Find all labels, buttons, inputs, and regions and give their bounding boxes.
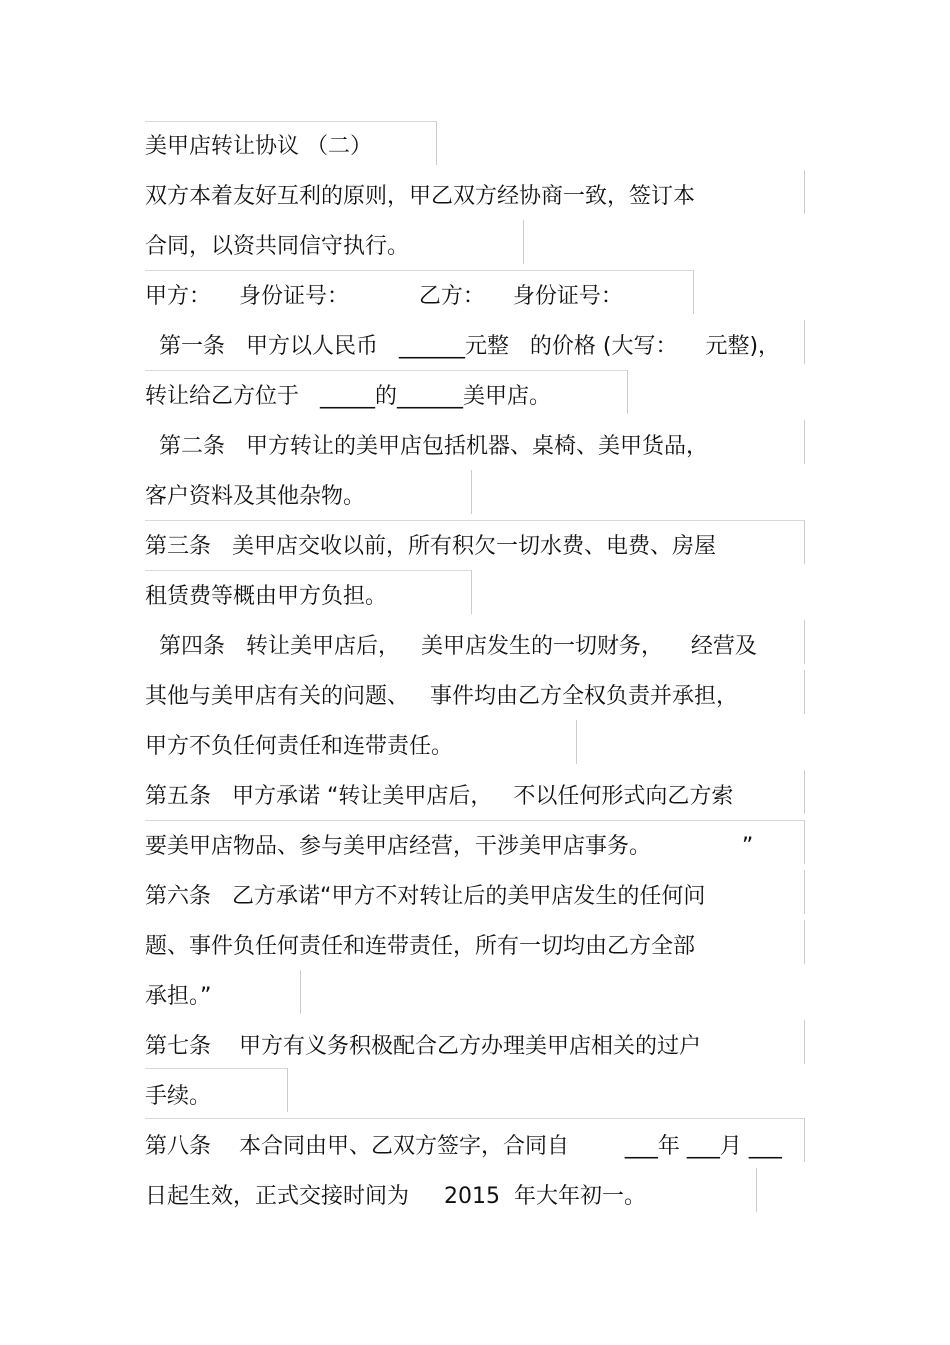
separator-line <box>804 1020 805 1064</box>
separator-line <box>145 270 693 271</box>
article-5-line-1: 第五条 甲方承诺 “转让美甲店后， 不以任何形式向乙方索 <box>145 784 734 809</box>
separator-line <box>693 270 694 314</box>
article-2-line-1: 第二条 甲方转让的美甲店包括机器、桌椅、美甲货品， <box>145 434 708 459</box>
article-5-line-2: 要美甲店物品、参与美甲店经营，干涉美甲店事务。 ” <box>145 834 754 859</box>
separator-line <box>804 520 805 564</box>
article-6-line-1: 第六条 乙方承诺“甲方不对转让后的美甲店发生的任何问 <box>145 884 706 909</box>
separator-line <box>804 920 805 964</box>
article-8-line-1: 第八条 本合同由甲、乙双方签字，合同自 ___年 ___月 ___ <box>145 1134 782 1159</box>
separator-line <box>287 1068 288 1112</box>
article-4-line-2: 其他与美甲店有关的问题、 事件均由乙方全权负责并承担， <box>145 684 738 709</box>
article-1-line-2: 转让给乙方位于 _____的______美甲店。 <box>145 384 551 409</box>
article-4-line-3: 甲方不负任何责任和连带责任。 <box>145 734 454 759</box>
separator-line <box>804 1118 805 1162</box>
separator-line <box>804 870 805 914</box>
article-7-line-1: 第七条 甲方有义务积极配合乙方办理美甲店相关的过户 <box>145 1034 701 1059</box>
separator-line <box>471 470 472 514</box>
article-6-line-2: 题、事件负任何责任和连带责任，所有一切均由乙方全部 <box>145 934 696 959</box>
article-7-line-2: 手续。 <box>145 1084 212 1109</box>
article-8-line-2: 日起生效，正式交接时间为 2015 年大年初一。 <box>145 1184 646 1209</box>
parties-line: 甲方： 身份证号： 乙方： 身份证号： <box>145 284 623 309</box>
article-6-line-3: 承担。” <box>145 984 212 1009</box>
separator-line <box>145 570 471 571</box>
article-4-line-1: 第四条 转让美甲店后， 美甲店发生的一切财务， 经营及 <box>145 634 757 659</box>
separator-line <box>627 370 628 414</box>
separator-line <box>576 720 577 764</box>
article-1-line-1: 第一条 甲方以人民币 ______元整 的价格 (大写： 元整)， <box>145 334 781 359</box>
separator-line <box>804 320 805 364</box>
separator-line <box>300 970 301 1014</box>
article-3-line-2: 租赁费等概由甲方负担。 <box>145 584 388 609</box>
article-3-line-1: 第三条 美甲店交收以前，所有积欠一切水费、电费、房屋 <box>145 534 716 559</box>
separator-line <box>804 670 805 714</box>
separator-line <box>436 121 437 165</box>
separator-line <box>523 220 524 264</box>
separator-line <box>804 820 805 864</box>
separator-line <box>145 1068 287 1069</box>
separator-line <box>145 520 804 521</box>
intro-line-1: 双方本着友好互利的原则，甲乙双方经协商一致，签订本 <box>145 184 696 209</box>
separator-line <box>471 570 472 614</box>
intro-line-2: 合同，以资共同信守执行。 <box>145 234 410 259</box>
separator-line <box>804 170 805 214</box>
document-title: 美甲店转让协议 （二） <box>145 134 372 159</box>
separator-line <box>145 820 804 821</box>
article-2-line-2: 客户资料及其他杂物。 <box>145 484 366 509</box>
separator-line <box>804 420 805 464</box>
separator-line <box>145 370 627 371</box>
separator-line <box>804 620 805 664</box>
separator-line <box>145 121 437 122</box>
separator-line <box>756 1168 757 1212</box>
separator-line <box>804 770 805 814</box>
separator-line <box>145 1118 804 1119</box>
